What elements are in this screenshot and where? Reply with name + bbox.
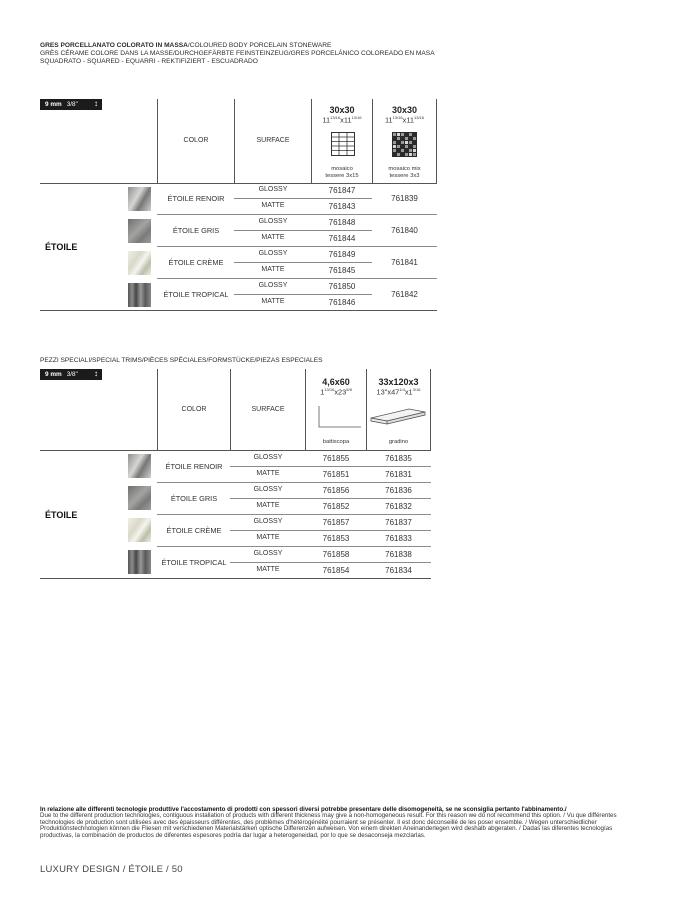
surface-glossy: GLOSSY [253, 486, 283, 493]
color-name: ÉTOILE TROPICAL [163, 290, 229, 299]
thickness-inch: 3/8" [66, 101, 78, 108]
code-cell: 761847 [328, 186, 356, 195]
surface-matte: MATTE [261, 298, 285, 305]
divider [430, 369, 431, 450]
code-cell: 761844 [328, 234, 356, 243]
surface-glossy: GLOSSY [253, 518, 283, 525]
step-icon [369, 406, 427, 426]
color-name: ÉTOILE GRIS [170, 494, 218, 503]
code-cell: 761846 [328, 298, 356, 307]
surface-glossy: GLOSSY [253, 454, 283, 461]
surface-matte: MATTE [256, 502, 280, 509]
surface-glossy: GLOSSY [258, 218, 288, 225]
code-cell: 761845 [328, 266, 356, 275]
thickness-mm: 9 mm [45, 101, 62, 108]
format-caption: battiscopa [322, 439, 350, 445]
code-cell: 761832 [385, 502, 412, 511]
format-caption: gradino [388, 439, 409, 445]
surface-matte: MATTE [261, 266, 285, 273]
row-rule [234, 198, 372, 199]
code-cell: 761855 [322, 454, 350, 463]
code-cell: 761834 [385, 566, 412, 575]
surface-glossy: GLOSSY [258, 186, 288, 193]
surface-matte: MATTE [261, 202, 285, 209]
format-inches: $11^{13/16}x11^{13/16}$ [384, 115, 425, 125]
thickness-mm: 9 mm [45, 371, 62, 378]
format-inches: $1^{13/16}x23^{5/8}$ [320, 387, 352, 397]
col-color-header: COLOR [181, 406, 207, 413]
format-caption: mosaico mix tessere 3x3 [388, 166, 421, 179]
heading-bold: GRES PORCELLANATO COLORATO IN MASSA [40, 42, 188, 49]
page-heading [40, 42, 600, 50]
surface-glossy: GLOSSY [258, 250, 288, 257]
skirting-icon [318, 405, 362, 429]
row-rule [157, 278, 437, 279]
format-size: 4,6x60 [322, 377, 350, 387]
table-rule [40, 310, 437, 311]
series-name: ÉTOILE [45, 510, 78, 520]
disclaimer-note [40, 807, 640, 839]
code-cell: 761840 [391, 226, 418, 235]
col-surface-header: SURFACE [256, 137, 290, 144]
color-name: ÉTOILE CRÈME [168, 258, 224, 267]
thickness-badge [40, 99, 102, 110]
row-rule [230, 466, 431, 467]
note-bold: In relazione alle differenti tecnologie produttive l'accostamento di prodotti con spessori diversi potrebbe presentare delle disomogeneità, se ne sconsiglia pertanto l'abbinamento./ [40, 806, 567, 813]
heading-rest: /COLOURED BODY PORCELAIN STONEWARE [187, 42, 332, 49]
format-size: 33x120x3 [378, 377, 419, 387]
row-rule [230, 562, 431, 563]
surface-matte: MATTE [256, 566, 280, 573]
surface-matte: MATTE [256, 534, 280, 541]
color-name: ÉTOILE RENOIR [167, 194, 225, 203]
code-cell: 761839 [391, 194, 418, 203]
code-cell: 761831 [385, 470, 412, 479]
swatch-gris [128, 219, 151, 243]
code-cell: 761848 [328, 218, 356, 227]
swatch-creme [128, 251, 151, 275]
row-rule [157, 482, 431, 483]
col-surface-header: SURFACE [251, 406, 285, 413]
code-cell: 761856 [322, 486, 350, 495]
row-rule [157, 214, 437, 215]
code-cell: 761835 [385, 454, 412, 463]
code-cell: 761837 [385, 518, 412, 527]
divider [436, 99, 437, 183]
code-cell: 761852 [322, 502, 350, 511]
row-rule [234, 262, 372, 263]
heading-line3: SQUADRATO - SQUARED - EQUARRI - REKTIFIZIERT - ESCUADRADO [40, 58, 258, 65]
code-cell: 761851 [322, 470, 350, 479]
format-inches: $13"x47^{1/4}x1^{3/16}$ [376, 387, 421, 397]
code-cell: 761849 [328, 250, 356, 259]
code-cell: 761841 [391, 258, 418, 267]
swatch-gris [128, 486, 151, 510]
table-rule [40, 183, 437, 184]
page-footer: LUXURY DESIGN / ÉTOILE / 50 [40, 864, 183, 875]
row-rule [230, 530, 431, 531]
swatch-tropical [128, 550, 151, 574]
color-name: ÉTOILE RENOIR [165, 462, 223, 471]
code-cell: 761857 [322, 518, 350, 527]
swatch-creme [128, 518, 151, 542]
swatch-renoir [128, 187, 151, 211]
table-rule [40, 450, 431, 451]
code-cell: 761842 [391, 290, 418, 299]
format-inches: $11^{13/16}x11^{13/16}$ [322, 115, 362, 125]
code-cell: 761850 [328, 282, 356, 291]
format-size: 30x30 [391, 105, 418, 115]
row-rule [157, 246, 437, 247]
swatch-renoir [128, 454, 151, 478]
code-cell: 761838 [385, 550, 412, 559]
surface-glossy: GLOSSY [253, 550, 283, 557]
format-size: 30x30 [329, 105, 355, 115]
color-name: ÉTOILE TROPICAL [161, 558, 227, 567]
row-rule [157, 546, 431, 547]
col-color-header: COLOR [183, 137, 209, 144]
series-name: ÉTOILE [45, 242, 78, 252]
surface-matte: MATTE [261, 234, 285, 241]
code-cell: 761833 [385, 534, 412, 543]
row-rule [234, 294, 372, 295]
note-text: Due to the different production technologies, contiguous installation of products with different thickness may give a non-homogeneous result. For this reason we do not recommend this option. / Vu que différentes technologies de production sont utilisées avec des épaisseurs différentes, des problèmes d'hétérogénéité pourraient se présenter. Il est donc déconseillé de les poser ensemble. / Wegen unterschiedlicher Produktionstechnologien können die Fliesen mit verschiedenen Materialstärken optische Differenzen aufweisen. Von einem direkten Aneinanderlegen wird deshalb abgeraten. / Dadas las diferentes tecnologías productivas, la combinación de productos de diferentes espesores podría dar lugar a heterogeneidad, por lo que se desaconseja mezclarlas. [40, 812, 617, 839]
heading-line2: GRÈS CÉRAME COLORE DANS LA MASSE/DURCHGEFÄRBTE FEINSTEINZEUG/GRES PORCELÁNICO COLOREADO EN MASA [40, 50, 435, 57]
surface-glossy: GLOSSY [258, 282, 288, 289]
row-rule [157, 514, 431, 515]
color-name: ÉTOILE CRÈME [166, 526, 222, 535]
thickness-arrow-icon: ↕ [94, 99, 98, 108]
thickness-inch: 3/8" [66, 371, 78, 378]
code-cell: 761836 [385, 486, 412, 495]
thickness-arrow-icon: ↕ [94, 369, 98, 378]
surface-matte: MATTE [256, 470, 280, 477]
code-cell: 761858 [322, 550, 350, 559]
mosaic-stripes-icon [331, 132, 355, 156]
row-rule [234, 230, 372, 231]
format-caption: mosaico tessere 3x15 [325, 166, 359, 179]
code-cell: 761843 [328, 202, 356, 211]
mosaic-mix-icon [392, 132, 417, 157]
special-trims-title: PEZZI SPECIALI/SPECIAL TRIMS/PIÈCES SPÉCIALES/FORMSTÜCKE/PIEZAS ESPECIALES [40, 357, 323, 364]
color-name: ÉTOILE GRIS [172, 226, 220, 235]
swatch-tropical [128, 283, 151, 307]
code-cell: 761854 [322, 566, 350, 575]
row-rule [230, 498, 431, 499]
table-rule [40, 578, 431, 579]
thickness-badge [40, 369, 102, 380]
code-cell: 761853 [322, 534, 350, 543]
